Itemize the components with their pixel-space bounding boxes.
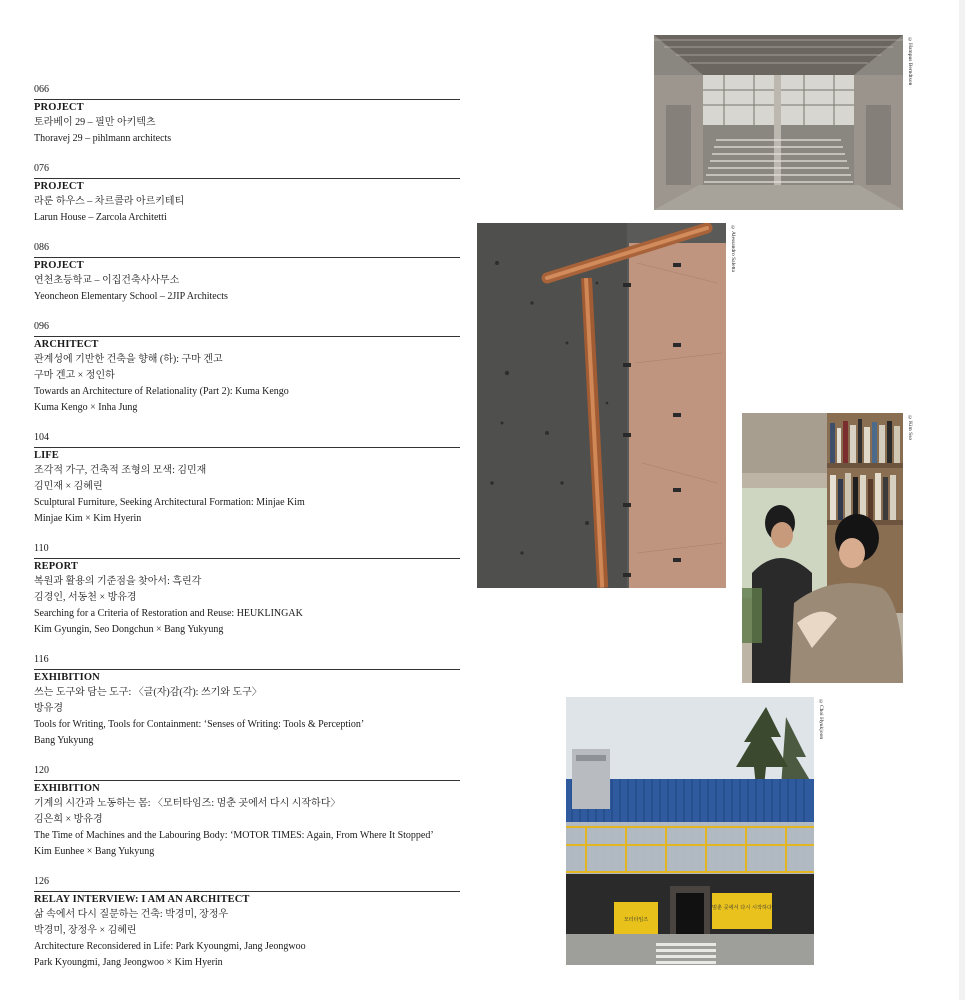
photo-credit: ©Choi Hyukjoon <box>818 699 824 740</box>
category-label: ARCHITECT <box>34 339 99 350</box>
toc-entry-126[interactable] <box>34 876 460 971</box>
page-number: 086 <box>34 242 49 253</box>
page-number: 104 <box>34 432 49 443</box>
toc-entry-116[interactable] <box>34 654 460 749</box>
toc-entry-096[interactable] <box>34 321 460 416</box>
category-label: PROJECT <box>34 181 84 192</box>
page-number: 110 <box>34 543 49 554</box>
title-ko: 기계의 시간과 노동하는 몸: 〈모터타임즈: 멈춘 곳에서 다시 시작하다〉 <box>34 798 341 809</box>
credit-ko: 김은희 × 방유경 <box>34 814 103 825</box>
title-en: Thoravej 29 – pihlmann architects <box>34 133 172 144</box>
page-number: 116 <box>34 654 49 665</box>
title-en: Yeoncheon Elementary School – 2JIP Architects <box>34 291 228 302</box>
toc-entry-110[interactable] <box>34 543 460 638</box>
office-illustration <box>742 413 903 683</box>
title-ko: 토라베이 29 – 필만 아키텍츠 <box>34 117 156 128</box>
credit-en: Minjae Kim × Kim Hyerin <box>34 513 142 524</box>
page-number: 066 <box>34 84 49 95</box>
title-en: Tools for Writing, Tools for Containment: ‘Senses of Writing: Tools & Perception’ <box>34 719 365 730</box>
page-number: 120 <box>34 765 49 776</box>
divider <box>34 336 460 337</box>
concrete-wall-illustration <box>477 223 726 588</box>
category-label: EXHIBITION <box>34 783 100 794</box>
credit-ko: 김경인, 서동천 × 방유경 <box>34 592 137 603</box>
title-ko: 관계성에 기반한 건축을 향해 (하): 구마 겐고 <box>34 354 223 365</box>
credit-en: Kim Eunhee × Bang Yukyung <box>34 846 155 857</box>
photo-factory <box>566 697 814 965</box>
photo-concrete-wall <box>477 223 726 588</box>
title-en: Towards an Architecture of Relationality (Part 2): Kuma Kengo <box>34 386 289 397</box>
photo-office-interview <box>742 413 903 683</box>
divider <box>34 669 460 670</box>
credit-en: Park Kyoungmi, Jang Jeongwoo × Kim Hyerin <box>34 957 223 968</box>
page-number: 076 <box>34 163 49 174</box>
category-label: EXHIBITION <box>34 672 100 683</box>
category-label: LIFE <box>34 450 59 461</box>
divider <box>34 447 460 448</box>
title-ko: 쓰는 도구와 담는 도구: 〈글(자)감(각): 쓰기와 도구〉 <box>34 687 262 698</box>
category-label: REPORT <box>34 561 78 572</box>
toc-entry-120[interactable] <box>34 765 460 860</box>
category-label: PROJECT <box>34 260 84 271</box>
title-en: Searching for a Criteria of Restoration and Reuse: HEUKLINGAK <box>34 608 303 619</box>
divider <box>34 558 460 559</box>
title-ko: 연천초등학교 – 이집건축사사무소 <box>34 275 180 286</box>
title-ko: 복원과 활용의 기준점을 찾아서: 흑린각 <box>34 576 202 587</box>
credit-ko: 구마 겐고 × 정인하 <box>34 370 115 381</box>
page-number: 096 <box>34 321 49 332</box>
title-en: The Time of Machines and the Labouring Body: ‘MOTOR TIMES: Again, From Where It Stopped’ <box>34 830 434 841</box>
title-en: Sculptural Furniture, Seeking Architectural Formation: Minjae Kim <box>34 497 305 508</box>
page-edge <box>959 0 965 1000</box>
banner-text: 멈춘 곳에서 다시 시작하다 <box>711 905 773 911</box>
title-ko: 조각적 가구, 건축적 조형의 모색: 김민재 <box>34 465 207 476</box>
category-label: RELAY INTERVIEW: I AM AN ARCHITECT <box>34 894 250 905</box>
divider <box>34 780 460 781</box>
credit-en: Bang Yukyung <box>34 735 94 746</box>
credit-en: Kim Gyungin, Seo Dongchun × Bang Yukyung <box>34 624 224 635</box>
divider <box>34 178 460 179</box>
title-ko: 삶 속에서 다시 질문하는 건축: 박경미, 장정우 <box>34 909 229 920</box>
door-sign: 모터타임즈 <box>623 917 649 923</box>
title-en: Larun House – Zarcola Architetti <box>34 212 167 223</box>
divider <box>34 257 460 258</box>
photo-credit: ©Hampus Berndtson <box>907 37 913 86</box>
photo-credit: ©Alessandro Saletta <box>730 225 736 273</box>
page-number: 126 <box>34 876 49 887</box>
credit-en: Kuma Kengo × Inha Jung <box>34 402 138 413</box>
toc-entry-076[interactable] <box>34 163 460 226</box>
title-ko: 라룬 하우스 – 차르콜라 아르키테티 <box>34 196 185 207</box>
credit-ko: 방유경 <box>34 703 63 714</box>
photo-atrium-hall <box>654 35 903 210</box>
atrium-hall-illustration <box>654 35 903 210</box>
divider <box>34 99 460 100</box>
divider <box>34 891 460 892</box>
toc-entry-086[interactable] <box>34 242 460 305</box>
factory-illustration <box>566 697 814 965</box>
toc-entry-066[interactable] <box>34 84 460 147</box>
title-en: Architecture Reconsidered in Life: Park Kyoungmi, Jang Jeongwoo <box>34 941 306 952</box>
category-label: PROJECT <box>34 102 84 113</box>
photo-credit: ©Kim Sso <box>907 415 913 441</box>
toc-entry-104[interactable] <box>34 432 460 527</box>
credit-ko: 박경미, 장정우 × 김혜린 <box>34 925 137 936</box>
credit-ko: 김민재 × 김혜린 <box>34 481 103 492</box>
